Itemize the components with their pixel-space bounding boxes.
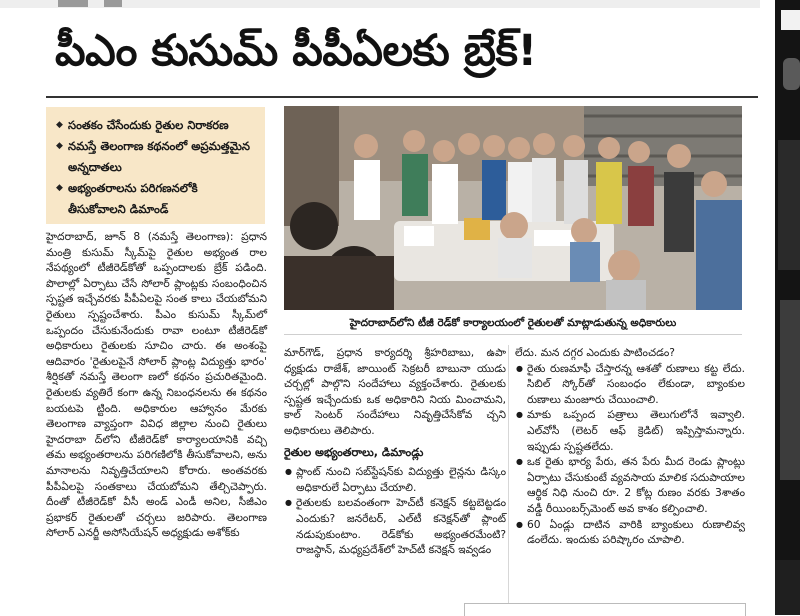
demand-item: ● మాకు ఒప్పంద పత్రాలు తెలుగులోనే ఇవ్వాలి. ఎల్‌వోసీ (లెటర్ ఆఫ్ క్రెడిట్) ఇప్పిస్తామన్నారు. ఇప్పుడు స్పష్టతలేదు. (515, 407, 745, 454)
highlight-item: ◆ అభ్యంతరాలను పరిగణనలోకి తీసుకోవాలని డిమాండ్ (56, 178, 259, 220)
demand-item: ● ఒక రైతు భార్య పేరు, తన పేరు మీద రెండు ప్లాంట్లు ఏర్పాటు చేసుకుంటే వ్యవసాయ మాలిక సదుపాయాల ఆర్థిక నిధి నుంచి రూ. 2 కోట్ల రుణం వరకు 3శాతం వడ్డీ రీయింబర్స్‌మెంట్ అవ కాశం కల్పించాలి. (515, 454, 745, 516)
highlight-item: ◆ నమస్తే తెలంగాణ కథనంలో అప్రమత్తమైన అన్నదాతలు (56, 136, 259, 178)
article-column-3 (515, 345, 745, 548)
highlight-item: ◆ సంతకం చేసేందుకు రైతుల నిరాకరణ (56, 115, 259, 136)
adjacent-page-image (775, 0, 800, 615)
demand-item: ● 60 ఏండ్లు దాటిన వారికి బ్యాంకులు రుణాలివ్వ డంలేదు. ఇందుకు పరిష్కారం చూపాలి. (515, 517, 745, 548)
news-photo (284, 106, 742, 310)
demand-item: ● రైతు రుణమాఫీ చేస్తారన్న ఆశతో రుణాలు కట్ట లేదు. సిబిల్ స్కోర్‌తో సంబంధం లేకుండా, బ్యాంకుల రుణాలు మంజూరు చేయించాలి. (515, 361, 745, 408)
column-divider (508, 345, 509, 603)
article-body: మార్‌గౌడ్, ప్రధాన కార్యదర్శి శ్రీహరిబాబు, ఉపా ధ్యక్షుడు రాజేశ్, జాయింట్ సెక్రటరీ బాబునా యుడు చర్చల్లో పాల్గొని సందేహాలు వ్యక్తంచేశారు. రైతులకు స్పష్టత ఇచ్చేందుకు ఒక అధికారిని నియ మించామని, కాల్ సెంటర్ సందేహాలు నివృత్తిచేసేకోవ చ్చని అధికారులు తెలిపారు. (284, 346, 506, 437)
adjacent-page-strip (775, 0, 800, 615)
article-column-2 (284, 345, 506, 558)
section-subhead: రైతుల అభ్యంతరాలు, డిమాండ్లు (284, 445, 424, 459)
adjacent-article-edge (464, 603, 746, 616)
top-strip-mark (58, 0, 88, 7)
top-strip-mark (104, 0, 122, 7)
article-body: లేదు. మన దగ్గర ఎందుకు పాటించడం? (515, 346, 675, 359)
photo-caption: హైదరాబాద్‌లోని టీజీ రెడ్‌కో కార్యాలయంలో రైతులతో మాట్లాడుతున్న అధికారులు (284, 312, 742, 335)
demand-item: ● ప్లాంట్ నుంచి సబ్‌స్టేషన్‌కు విద్యుత్తు లైన్లను డిస్కం అధికారులే ఏర్పాటు చేయాలి. (284, 464, 506, 495)
article-body: హైదరాబాద్, జూన్ 8 (నమస్తే తెలంగాణ): ప్రధాన మంత్రి కుసుమ్ స్కీమ్‌పై రైతుల అభ్యంత రాల నేపథ్యంలో టీజీరెడ్‌కోతో ఒప్పందాలకు బ్రేక్ పడింది. పొలాల్లో ఏర్పాటు చేసే సోలార్ ప్లాంట్లకు సంబంధించిన స్పష్టత ఇచ్చేవరకు పీపీఏలపై సంత కాలు చేయబోమని రైతులు స్పష్టంచేశారు. పీఎం కుసుమ్ స్కీమ్‌లో ఒప్పందం చేసుకునేందుకు రావా లంటూ టీజీరెడ్‌కో అధికారులు రైతులకు సూచిం చారు. ఈ అంశంపై ఆదివారం 'రైతులపైనే సోలార్ ప్లాంట్ల విద్యుత్తు భారం' శీర్షికతో నమస్తే తెలంగా ణలో కథనం ప్రచురితమైంది. రైతులకు వ్యతిరే కంగా ఉన్న నిబంధనలను ఈ కథనం బయటపె ట్టింది. అధికారుల ఆహ్వానం మేరకు తెలంగాణ వ్యాప్తంగా వివిధ జిల్లాల నుంచి రైతులు హైదరాబా ద్‌లోని టీజీరెడ్‌కో కార్యాలయానికి వచ్చి తమ అభ్యంతరాలను పరిగణిలోకి తీసుకోవాలని, అను మానాలను నివృత్తిచేయాలని కోరారు. అంతవరకు పీపీఏలపై సంతకాలు చేయబోమని తేల్చిచెప్పారు. దీంతో టీజీరెడ్‌కో వీసీ అండ్ ఎండీ అనిల, సీజీఎం ప్రభాకర్ రైతులతో చర్చలు జరిపారు. తెలంగాణ సోలార్ ఎనర్జీ అసోసియేషన్ అధ్యక్షుడు అశోక్‌కు (46, 230, 267, 540)
meeting-photo-illustration (284, 106, 742, 310)
article-column-1 (46, 229, 267, 541)
demand-item: ● రైతులకు బలవంతంగా హెచ్‌టీ కనెక్షన్ కట్టబెట్టడం ఎందుకు? జనరేటర్, ఎల్‌టీ కనెక్షన్‌తో ప్లాంట్ నడుపుకుంటాం. రెడ్‌కోకు అభ్యంతరమేంటి? రాజస్థాన్, మధ్యప్రదేశ్‌లో హెచ్‌టీ కనెక్షన్ ఇవ్వడం (284, 495, 506, 557)
headline: పీఎం కుసుమ్ పీపీఏలకు బ్రేక్! (55, 26, 537, 76)
top-strip (0, 0, 760, 8)
highlights-box (46, 107, 265, 224)
headline-rule (46, 96, 758, 98)
